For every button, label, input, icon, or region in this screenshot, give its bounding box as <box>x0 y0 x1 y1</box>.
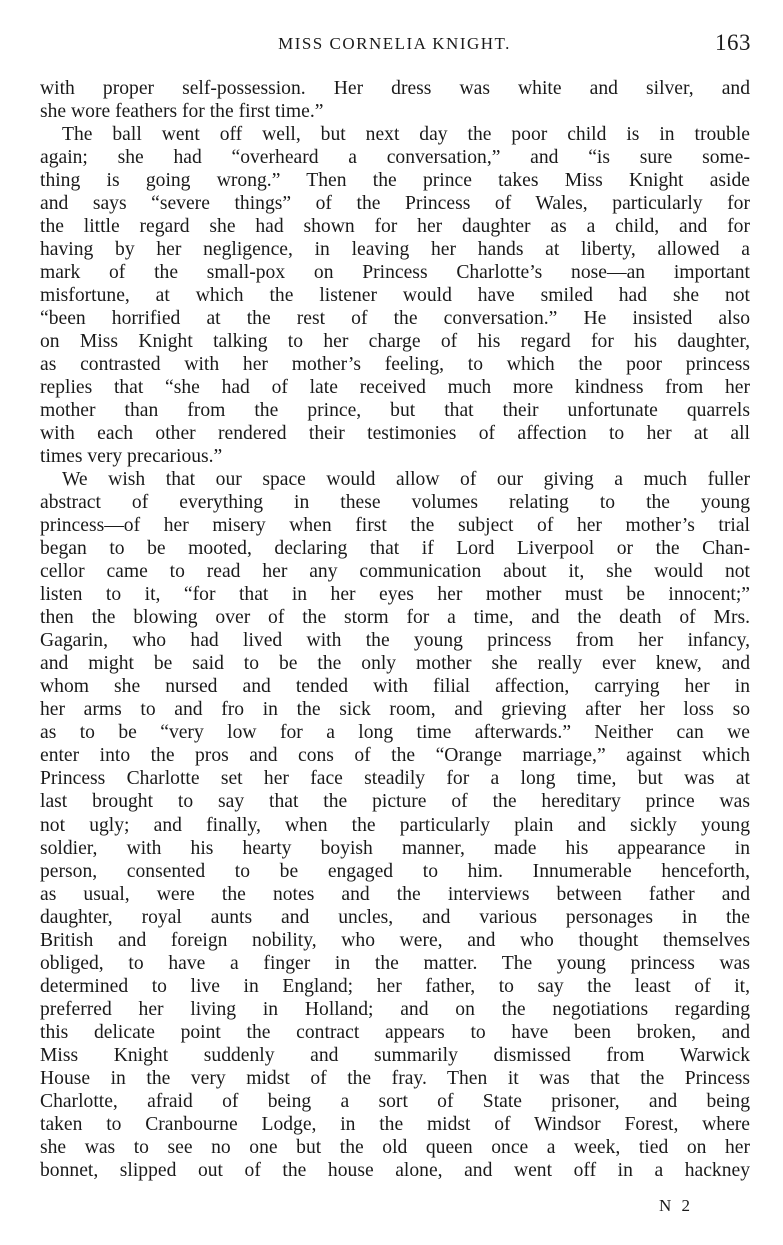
text-line: mother than from the prince, but that their unfortunate quarrels <box>40 400 750 422</box>
text-line: whom she nursed and tended with filial affection, carrying her in <box>40 676 750 698</box>
text-line: replies that “she had of late received much more kindness from her <box>40 377 750 399</box>
text-line: this delicate point the contract appears to have been broken, and <box>40 1021 750 1043</box>
text-line: and says “severe things” of the Princess of Wales, particularly for <box>40 193 750 215</box>
text-line: British and foreign nobility, who were, and who thought themselves <box>40 929 750 951</box>
body-text <box>40 77 750 1182</box>
text-line: as contrasted with her mother’s feeling, to which the poor princess <box>40 354 750 376</box>
text-line: having by her negligence, in leaving her hands at liberty, allowed a <box>40 239 750 261</box>
text-line: as usual, were the notes and the interviews between father and <box>40 883 750 905</box>
text-line: the little regard she had shown for her daughter as a child, and for <box>40 216 750 238</box>
running-head <box>38 30 751 60</box>
text-line: princess—of her misery when first the subject of her mother’s trial <box>40 515 750 537</box>
text-line: as to be “very low for a long time afterwards.” Neither can we <box>40 722 750 744</box>
text-line: thing is going wrong.” Then the prince takes Miss Knight aside <box>40 170 750 192</box>
text-line: and might be said to be the only mother she really ever knew, and <box>40 653 750 675</box>
text-line: person, consented to be engaged to him. Innumerable henceforth, <box>40 860 750 882</box>
text-line: not ugly; and finally, when the particularly plain and sickly young <box>40 814 750 836</box>
text-line: Princess Charlotte set her face steadily for a long time, but was at <box>40 768 750 790</box>
text-line: bonnet, slipped out of the house alone, and went off in a hackney <box>40 1159 750 1181</box>
text-line: Gagarin, who had lived with the young princess from her infancy, <box>40 630 750 652</box>
text-line: last brought to say that the picture of the hereditary prince was <box>40 791 750 813</box>
text-line: obliged, to have a finger in the matter. The young princess was <box>40 952 750 974</box>
signature-mark: N 2 <box>658 1196 693 1215</box>
text-line: with proper self-possession. Her dress was white and silver, and <box>40 78 750 99</box>
text-line: began to be mooted, declaring that if Lord Liverpool or the Chan- <box>40 538 750 560</box>
text-line: with each other rendered their testimonies of affection to her at all <box>40 423 750 445</box>
text-line: determined to live in England; her father, to say the least of it, <box>40 975 750 997</box>
running-title: MISS CORNELIA KNIGHT. <box>278 34 511 53</box>
text-line: times very precarious.” <box>40 446 223 468</box>
text-line: We wish that our space would allow of our giving a much fuller <box>62 469 750 491</box>
text-line: her arms to and fro in the sick room, and grieving after her loss so <box>40 699 750 721</box>
text-line: then the blowing over of the storm for a time, and the death of Mrs. <box>40 607 750 629</box>
text-line: The ball went off well, but next day the poor child is in trouble <box>62 124 750 146</box>
page-number: 163 <box>715 30 751 55</box>
text-line: abstract of everything in these volumes relating to the young <box>40 492 750 514</box>
text-line: she wore feathers for the first time.” <box>40 101 324 123</box>
text-line: House in the very midst of the fray. Then it was that the Princess <box>40 1067 750 1089</box>
text-line: mark of the small-pox on Princess Charlotte’s nose—an important <box>40 262 750 284</box>
text-line: taken to Cranbourne Lodge, in the midst of Windsor Forest, where <box>40 1113 750 1135</box>
text-line: again; she had “overheard a conversation,” and “is sure some- <box>40 147 750 169</box>
text-line: misfortune, at which the listener would have smiled had she not <box>40 285 750 307</box>
text-line: enter into the pros and cons of the “Orange marriage,” against which <box>40 745 750 767</box>
text-line: cellor came to read her any communication about it, she would not <box>40 561 750 583</box>
text-line: soldier, with his hearty boyish manner, made his appearance in <box>40 837 750 859</box>
text-line: “been horrified at the rest of the conversation.” He insisted also <box>40 308 750 330</box>
text-line: listen to it, “for that in her eyes her mother must be innocent;” <box>40 584 750 606</box>
text-line: daughter, royal aunts and uncles, and various personages in the <box>40 906 750 928</box>
text-line: Charlotte, afraid of being a sort of State prisoner, and being <box>40 1090 750 1112</box>
text-line: preferred her living in Holland; and on the negotiations regarding <box>40 998 750 1020</box>
text-line: she was to see no one but the old queen once a week, tied on her <box>40 1136 750 1158</box>
text-line: Miss Knight suddenly and summarily dismissed from Warwick <box>40 1044 750 1066</box>
text-line: on Miss Knight talking to her charge of his regard for his daughter, <box>40 331 750 353</box>
